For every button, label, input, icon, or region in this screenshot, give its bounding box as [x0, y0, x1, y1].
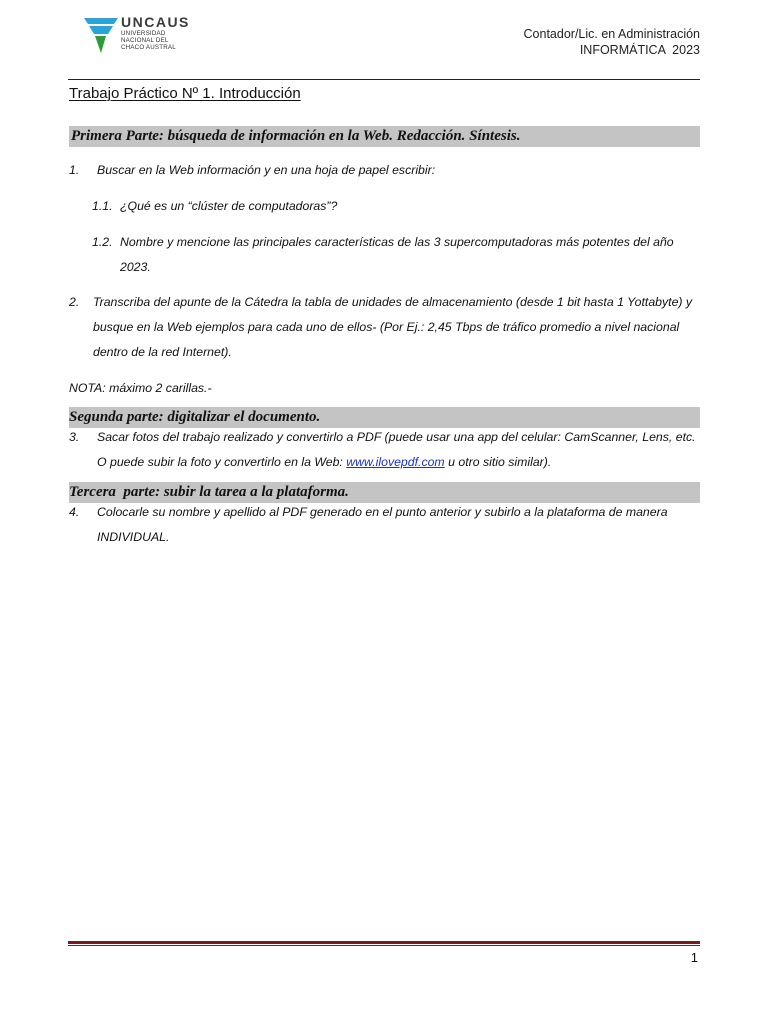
list-item-1 [69, 158, 700, 183]
header-divider [68, 79, 700, 80]
ilovepdf-link[interactable]: www.ilovepdf.com [346, 455, 445, 469]
list-item-1-number: 1. [69, 163, 80, 177]
list-item-2-number: 2. [69, 295, 80, 309]
list-item-4 [69, 500, 700, 550]
list-item-3-text-after: u otro sitio similar). [444, 455, 552, 469]
sub-item-1-2 [69, 230, 700, 280]
header-career: Contador/Lic. en Administración [523, 27, 700, 41]
logo-subtitle-line-3: CHACO AUSTRAL [121, 44, 176, 51]
list-item-4-text: Colocarle su nombre y apellido al PDF generado en el punto anterior y subirlo a la plataforma de manera INDIVIDUAL. [97, 505, 668, 544]
document-body [69, 82, 700, 550]
header-subject-year: INFORMÁTICA 2023 [579, 43, 700, 57]
section-3-heading: Tercera parte: subir la tarea a la plataforma. [69, 482, 700, 503]
list-item-2-text: Transcriba del apunte de la Cátedra la tabla de unidades de almacenamiento (desde 1 bit hasta 1 Yottabyte) y busque en la Web ejemplos para cada uno de ellos- (Por Ej.: 2,45 Tbps de tráfico promedio a nivel nacional dentro de la red Internet). [93, 295, 693, 359]
page-header [68, 12, 700, 78]
list-item-3-text-before: Sacar fotos del trabajo realizado y convertirlo a PDF (puede usar una app del celular: CamScanner, Lens, etc. O puede subir la foto y convertirlo en la Web: [97, 430, 696, 469]
uncaus-logo-mark-icon [84, 14, 118, 54]
sub-item-1-2-number: 1.2. [92, 235, 113, 249]
list-item-2 [69, 290, 700, 365]
document-title: Trabajo Práctico Nº 1. Introducción [69, 85, 301, 102]
sub-item-1-1-text: ¿Qué es un “clúster de computadoras”? [120, 199, 338, 213]
uncaus-logo [84, 14, 194, 58]
sub-item-1-1-number: 1.1. [92, 199, 113, 213]
header-course-info [524, 26, 700, 58]
footer-divider-thick [68, 941, 700, 944]
note-text: NOTA: máximo 2 carillas.- [69, 381, 212, 395]
uncaus-logo-text [121, 14, 201, 51]
section-2-heading: Segunda parte: digitalizar el documento. [69, 407, 700, 428]
section-1-heading: Primera Parte: búsqueda de información en la Web. Redacción. Síntesis. [69, 126, 700, 147]
sub-item-1-2-text: Nombre y mencione las principales características de las 3 supercomputadoras más potentes del año 2023. [120, 235, 674, 274]
page-number: 1 [690, 950, 698, 965]
logo-wordmark: UNCAUS [121, 14, 190, 30]
list-item-1-text: Buscar en la Web información y en una hoja de papel escribir: [97, 163, 436, 177]
list-item-4-number: 4. [69, 505, 80, 519]
list-item-3 [69, 425, 700, 475]
list-item-3-number: 3. [69, 430, 80, 444]
logo-subtitle-line-1: UNIVERSIDAD [121, 30, 166, 37]
footer-divider-thin [68, 945, 700, 946]
logo-subtitle-line-2: NACIONAL DEL [121, 37, 169, 44]
sub-item-1-1 [69, 194, 700, 219]
